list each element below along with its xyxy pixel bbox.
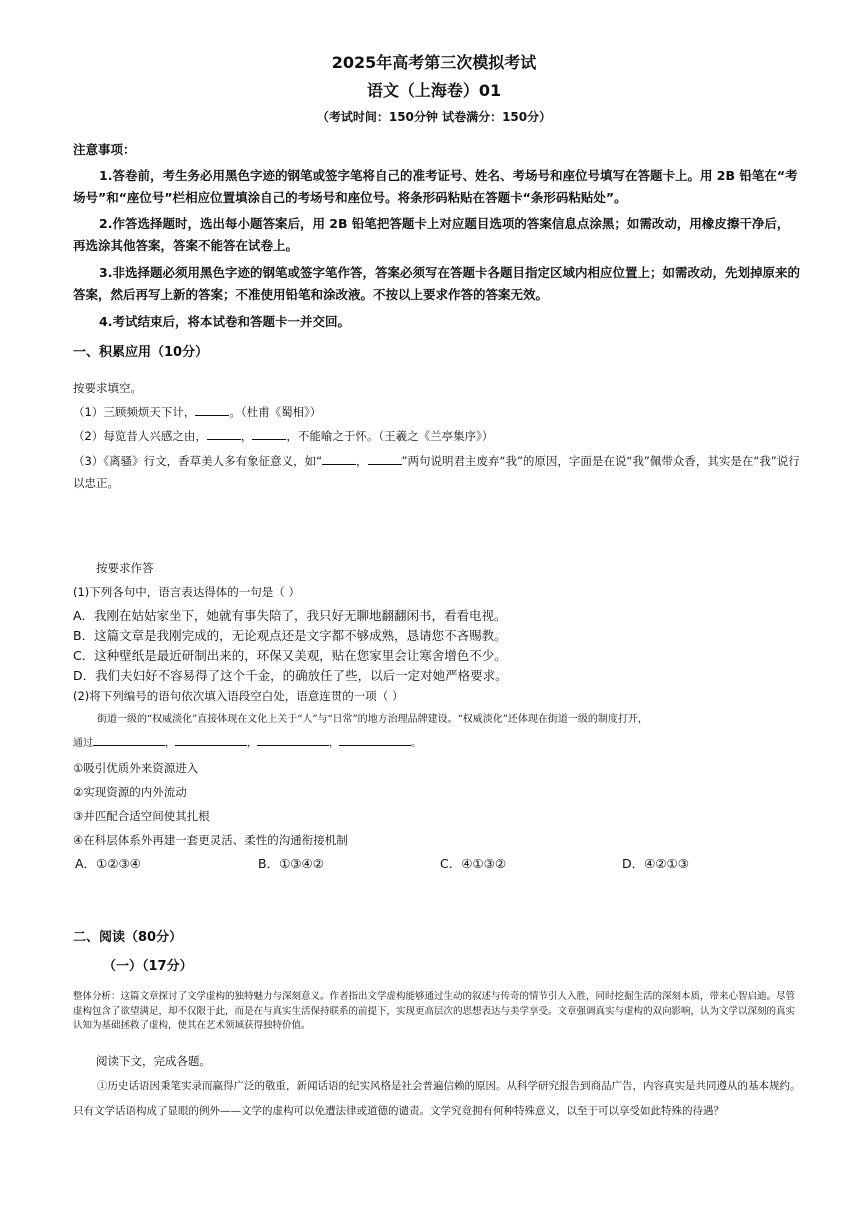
- fill-q1-text-a: （1）三顾频烦天下计，: [73, 405, 196, 419]
- section-2-heading: 二、阅读（80分）: [73, 930, 183, 945]
- answer-blank[interactable]: [175, 734, 247, 746]
- q1-option-d[interactable]: D．我们夫妇好不容易得了这个千金，的确放任了些，以后一定对她严格要求。: [73, 668, 508, 683]
- q2-passage-prefix: 通过: [73, 738, 93, 749]
- answer-blank[interactable]: [339, 734, 411, 746]
- q2-passage-sep: ，: [165, 738, 175, 749]
- fill-q3-text-a: （3）《离骚》行文，香草美人多有象征意义，如“: [73, 454, 323, 468]
- q2-option-a[interactable]: A．①②③④: [75, 856, 141, 871]
- exam-title: 2025年高考第三次模拟考试: [331, 53, 537, 72]
- reading-paragraph-1: ①历史话语因秉笔实录而赢得广泛的敬重，新闻话语的纪实风格是社会普遍信赖的原因。从科学研究报告到商品广告，内容真实是共同遵从的基本规约。只有文学话语构成了显眼的例外——文学的虚构可以免遭法律或道德的谴责。文学究竟拥有何种特殊意义，以至于可以享受如此特殊的待遇？: [73, 1080, 801, 1117]
- q2-passage-line-1: 街道一级的“权威淡化”直接体现在文化上关于“人”与“日常”的地方治理品牌建设。“权威淡化”还体现在街道一级的制度打开，: [97, 714, 648, 725]
- answer-blank[interactable]: [207, 428, 241, 440]
- q1-stem: (1)下列各句中，语言表达得体的一句是（ ）: [73, 585, 300, 599]
- analysis-paragraph: 整体分析：这篇文章探讨了文学虚构的独特魅力与深刻意义。作者指出文学虚构能够通过生动的叙述与传奇的情节引人入胜，同时挖掘生活的深刻本质，带来心智启迪。尽管虚构包含了欲望满足，却不仅限于此，而是在与真实生活保持联系的前提下，实现更高层次的思想表达与美学享受。文章强调真实与虚构的双向影响，认为文学以深刻的真实认知为基础拯救了虚构，使其在艺术领域获得独特价值。: [73, 991, 796, 1031]
- notice-item-4: 4.考试结束后，将本试卷和答题卡一并交回。: [99, 314, 350, 329]
- q2-option-b[interactable]: B．①③④②: [258, 856, 324, 871]
- fill-q2-sep: ，: [240, 429, 253, 443]
- fill-q3-sep: ，: [356, 454, 368, 468]
- section-1-heading: 一、积累应用（10分）: [73, 345, 209, 360]
- q2-passage-sep: ，: [329, 738, 339, 749]
- exam-subtitle: 语文（上海卷）01: [366, 81, 502, 100]
- subsection-1-heading: （一）（17分）: [103, 959, 193, 974]
- q2-passage-line-2: [73, 733, 801, 755]
- fill-q2-text-b: ，不能喻之于怀。（王羲之《兰亭集序》）: [286, 429, 494, 443]
- q1-option-b[interactable]: B．这篇文章是我刚完成的，无论观点还是文字都不够成熟，恳请您不吝赐教。: [73, 628, 507, 643]
- answer-blank[interactable]: [368, 453, 402, 465]
- fill-q3-text-b: ”两句说明君主废弃“我”的原因，字面是在说“我”佩带众香，其实是在“我”说行以忠正。: [73, 454, 800, 490]
- notice-item-2: 2.作答选择题时，选出每小题答案后，用 2B 铅笔把答题卡上对应题目选项的答案信息点涂黑；如需改动，用橡皮擦干净后，再选涂其他答案，答案不能答在试卷上。: [73, 216, 790, 253]
- fill-q1-text-b: 。（杜甫《蜀相》）: [229, 405, 322, 419]
- exam-info: （考试时间：150分钟 试卷满分：150分）: [316, 110, 552, 124]
- fill-q2-text-a: （2）每览昔人兴感之由，: [73, 429, 207, 443]
- answer-blank[interactable]: [252, 428, 286, 440]
- q2-passage-sep: ，: [247, 738, 257, 749]
- q1-option-c[interactable]: C．这种壁纸是最近研制出来的，环保又美观，贴在您家里会让寒舍增色不少。: [73, 648, 507, 663]
- notice-heading: 注意事项：: [73, 142, 136, 157]
- q2-item-4: ④在科层体系外再建一套更灵活、柔性的沟通衔接机制: [73, 833, 348, 847]
- q2-item-1: ①吸引优质外来资源进入: [73, 761, 199, 775]
- task-intro: 按要求作答: [96, 561, 154, 575]
- answer-blank[interactable]: [195, 404, 229, 416]
- q2-passage-end: 。: [411, 738, 421, 749]
- fill-intro: 按要求填空。: [73, 381, 142, 395]
- answer-blank[interactable]: [257, 734, 329, 746]
- notice-item-1: 1.答卷前，考生务必用黑色字迹的钢笔或签字笔将自己的准考证号、姓名、考场号和座位号填写在答题卡上。用 2B 铅笔在“考场号”和“座位号”栏相应位置填涂自己的考场号和座位号。将条形码粘贴在答题卡“条形码粘贴处”。: [73, 168, 798, 205]
- fill-question-1: [73, 401, 801, 423]
- notice-item-3: 3.非选择题必须用黑色字迹的钢笔或签字笔作答，答案必须写在答题卡各题目指定区域内相应位置上；如需改动，先划掉原来的答案，然后再写上新的答案；不准使用铅笔和涂改液。不按以上要求作答的答案无效。: [73, 265, 800, 302]
- q2-item-3: ③并匹配合适空间使其扎根: [73, 809, 210, 823]
- q1-option-a[interactable]: A．我刚在姑姑家坐下，她就有事失陪了，我只好无聊地翻翻闲书，看看电视。: [73, 608, 507, 623]
- q2-item-2: ②实现资源的内外流动: [73, 785, 187, 799]
- q2-stem: (2)将下列编号的语句依次填入语段空白处，语意连贯的一项（ ）: [73, 689, 404, 703]
- q2-option-c[interactable]: C．④①③②: [440, 856, 507, 871]
- answer-blank[interactable]: [322, 453, 356, 465]
- reading-intro: 阅读下文，完成各题。: [96, 1054, 211, 1068]
- answer-blank[interactable]: [93, 734, 165, 746]
- fill-question-3: [73, 450, 801, 494]
- q2-option-d[interactable]: D．④②①③: [622, 856, 689, 871]
- fill-question-2: [73, 425, 801, 447]
